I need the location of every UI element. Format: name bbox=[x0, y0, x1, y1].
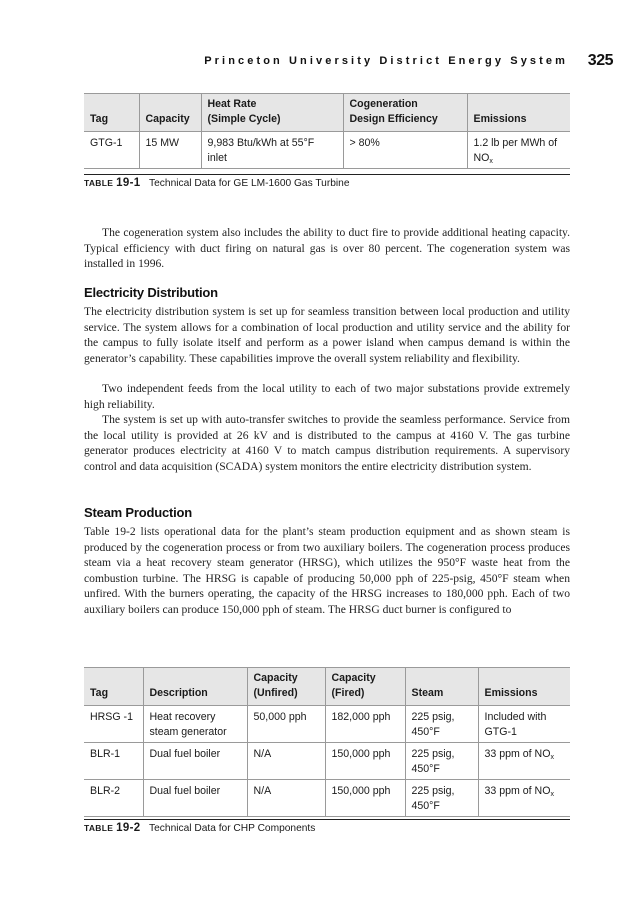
col-header-heat-rate: Heat Rate (Simple Cycle) bbox=[201, 94, 343, 132]
col-header-emissions: Emissions bbox=[478, 668, 570, 706]
col-header-tag: Tag bbox=[84, 668, 143, 706]
paragraph-electricity-2: Two independent feeds from the local utility to each of two major substations provide extremely high reliability. bbox=[84, 382, 570, 411]
table-row bbox=[84, 706, 570, 743]
cell-capacity-unfired: 50,000 pph bbox=[247, 706, 325, 743]
paragraph-cogeneration: The cogeneration system also includes the ability to duct fire to provide additional heating capacity. Typical efficiency with duct firing on natural gas is over 80 percent. The cogeneration system was installed in 1996. bbox=[84, 226, 570, 270]
cell-capacity: 15 MW bbox=[139, 132, 201, 169]
col-header-capacity: Capacity bbox=[139, 94, 201, 132]
cell-capacity-fired: 150,000 pph bbox=[325, 743, 405, 780]
paragraph-electricity-3: The system is set up with auto-transfer switches to provide the seamless performance. Service from the local utility is provided at 26 kV and is distributed to the campus at 4160 V. The gas turbine generator produces electricity at 4160 V to match campus distribution requirements. A supervisory control and data acquisition (SCADA) system monitors the entire electricity distribution system. bbox=[84, 413, 570, 473]
cell-emissions: 1.2 lb per MWh of $NO_x$ bbox=[467, 132, 570, 169]
cell-steam: 225 psig, 450°F bbox=[405, 780, 478, 817]
cell-tag: GTG-1 bbox=[84, 132, 139, 169]
cell-capacity-unfired: N/A bbox=[247, 743, 325, 780]
col-header-emissions: Emissions bbox=[467, 94, 570, 132]
paragraph-electricity-1: The electricity distribution system is set up for seamless transition between local production and utility service. The system allows for a combination of local production and utility service and the ability for the campus to fully isolate itself and perform as a power island when campus demand is within the generator’s capability. These capabilities improve the overall system reliability and flexibility. bbox=[84, 305, 570, 365]
cell-steam: 225 psig, 450°F bbox=[405, 706, 478, 743]
cell-description: Heat recovery steam generator bbox=[143, 706, 247, 743]
cell-emissions: 33 ppm of $NO_x$ bbox=[478, 780, 570, 817]
heading-steam-production: Steam Production bbox=[84, 505, 193, 520]
cell-capacity-fired: 182,000 pph bbox=[325, 706, 405, 743]
paragraph-steam: Table 19-2 lists operational data for the plant’s steam production equipment and as shown steam is produced by the cogeneration process or from two auxiliary boilers. The cogeneration process produces steam via a heat recovery steam generator (HRSG), which utilizes the 950°F waste heat from the combustion turbine. The HRSG is capable of producing 50,000 pph of 225-psig, 450°F steam when unfired. With the burners operating, the capacity of the HRSG increases to 180,000 pph. Each of two auxiliary boilers can produce 150,000 pph of steam. The HRSG duct burner is configured to bbox=[84, 525, 570, 616]
cell-tag: HRSG -1 bbox=[84, 706, 143, 743]
table-row bbox=[84, 780, 570, 817]
heading-electricity-distribution: Electricity Distribution bbox=[84, 285, 218, 300]
col-header-capacity-fired: Capacity (Fired) bbox=[325, 668, 405, 706]
table-header-row bbox=[84, 668, 570, 706]
table-19-1 bbox=[84, 93, 570, 169]
col-header-cogeneration-efficiency: Cogeneration Design Efficiency bbox=[343, 94, 467, 132]
table-19-2-caption-rule bbox=[84, 819, 570, 820]
table-row bbox=[84, 132, 570, 169]
table-row bbox=[84, 743, 570, 780]
running-header bbox=[84, 52, 614, 74]
cell-tag: BLR-2 bbox=[84, 780, 143, 817]
running-title: Princeton University District Energy System bbox=[204, 55, 568, 67]
table-19-1-caption-rule bbox=[84, 174, 570, 175]
cell-emissions: Included with GTG-1 bbox=[478, 706, 570, 743]
table-19-2 bbox=[84, 667, 570, 817]
table-header-row bbox=[84, 94, 570, 132]
cell-capacity-fired: 150,000 pph bbox=[325, 780, 405, 817]
page-number: 325 bbox=[587, 52, 613, 69]
table-19-1-caption: TABLE 19-1 Technical Data for GE LM-1600 Gas Turbine bbox=[84, 177, 350, 189]
cell-description: Dual fuel boiler bbox=[143, 780, 247, 817]
cell-heat-rate: 9,983 Btu/kWh at 55°F inlet bbox=[201, 132, 343, 169]
col-header-description: Description bbox=[143, 668, 247, 706]
table-19-2-caption: TABLE 19-2 Technical Data for CHP Components bbox=[84, 822, 316, 834]
cell-steam: 225 psig, 450°F bbox=[405, 743, 478, 780]
cell-description: Dual fuel boiler bbox=[143, 743, 247, 780]
cell-tag: BLR-1 bbox=[84, 743, 143, 780]
cell-efficiency: > 80% bbox=[343, 132, 467, 169]
cell-emissions: 33 ppm of $NO_x$ bbox=[478, 743, 570, 780]
cell-capacity-unfired: N/A bbox=[247, 780, 325, 817]
col-header-tag: Tag bbox=[84, 94, 139, 132]
col-header-steam: Steam bbox=[405, 668, 478, 706]
col-header-capacity-unfired: Capacity (Unfired) bbox=[247, 668, 325, 706]
